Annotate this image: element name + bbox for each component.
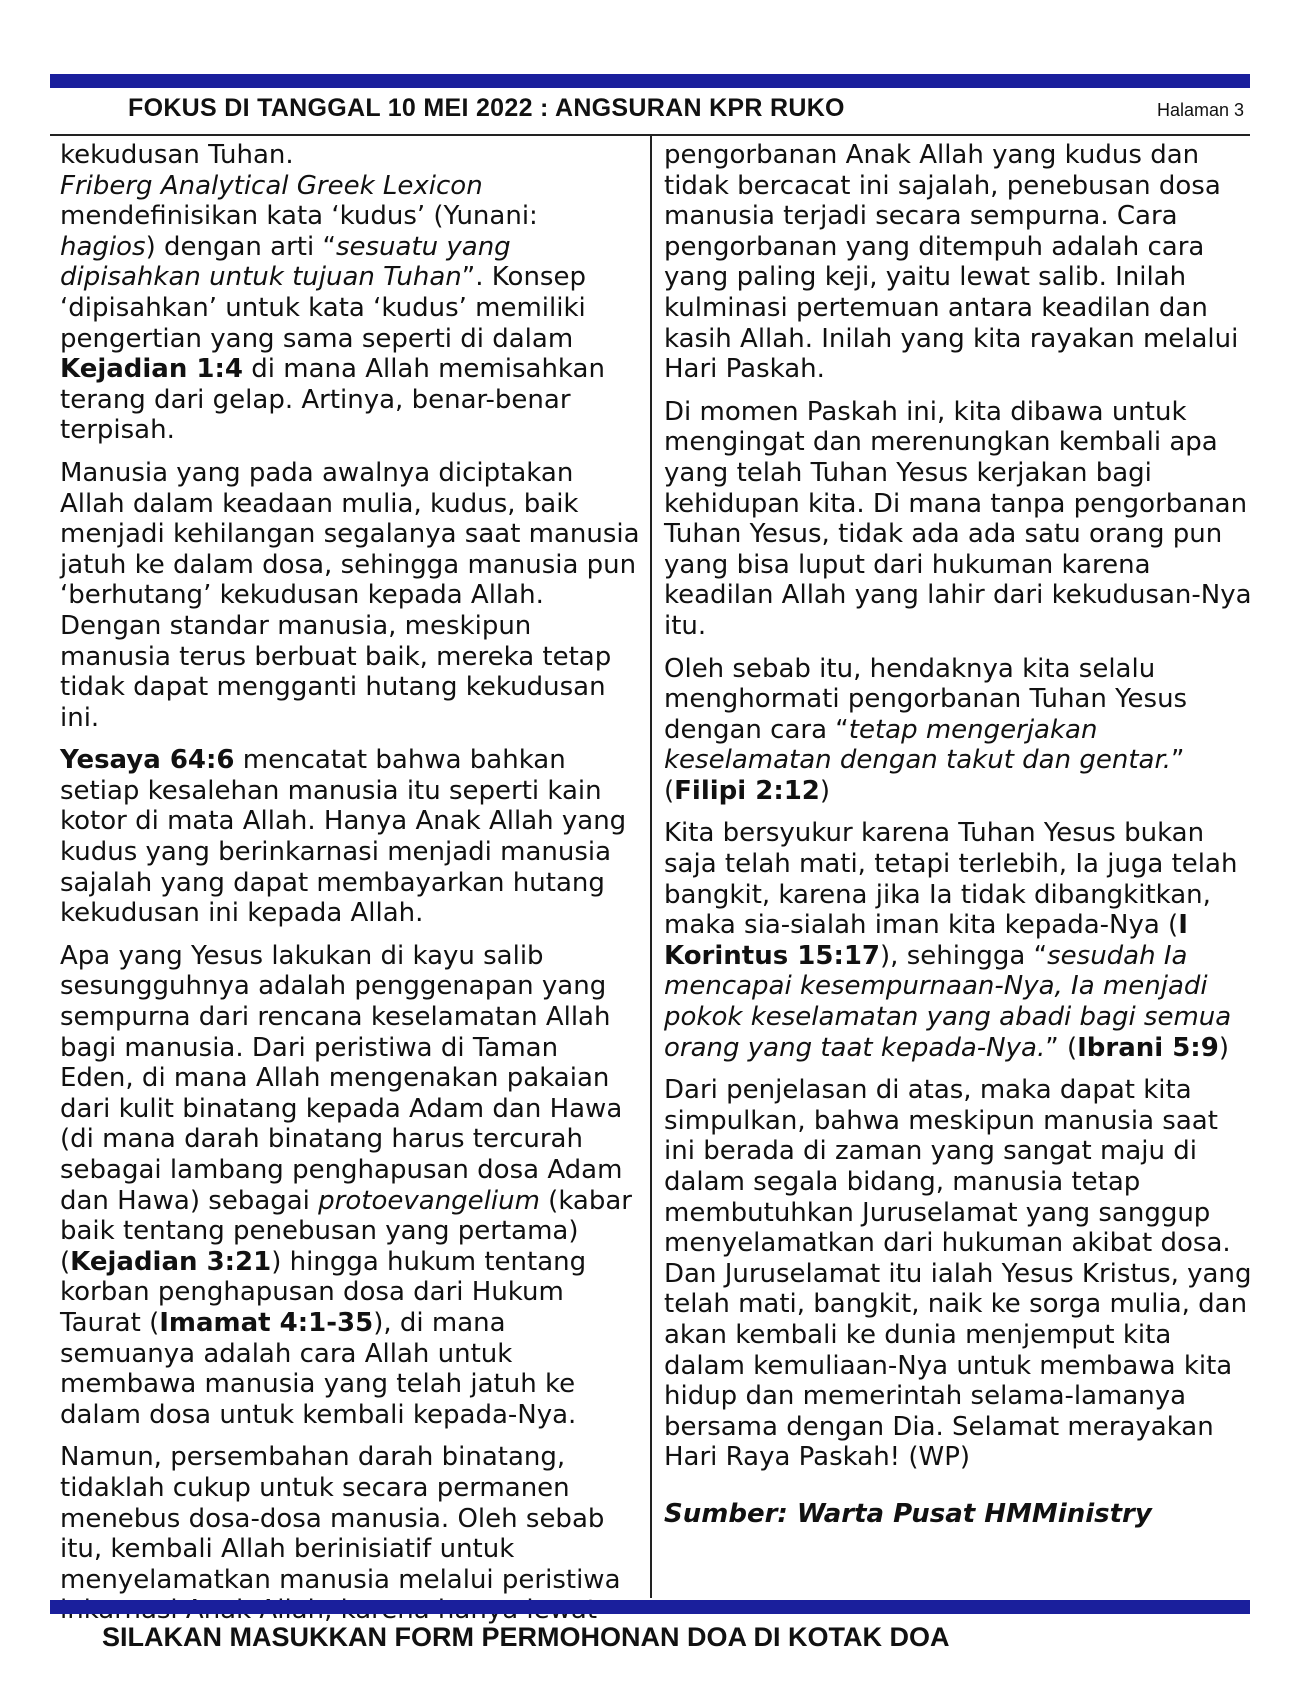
paragraph <box>664 654 1254 807</box>
top-bar <box>50 74 1250 88</box>
text: ) dengan arti “ <box>145 231 336 262</box>
text: ”. Konsep ‘dipisahkan’ untuk kata ‘kudus’ memiliki pengertian yang sama seperti di dalam <box>60 262 586 354</box>
source-credit: Sumber: Warta Pusat HMMinistry <box>664 1498 1152 1529</box>
text: Kita bersyukur karena Tuhan Yesus bukan saja telah mati, tetapi terlebih, Ia juga telah bangkit, karena jika Ia tidak dibangkitkan, maka sia-sialah iman kita kepada-Nya ( <box>664 818 1238 941</box>
text: mendefinisikan kata ‘kudus’ (Yunani: <box>60 201 538 232</box>
paragraph <box>664 818 1254 1063</box>
italic-text: protoevangelium <box>318 1185 540 1216</box>
bible-reference: Ibrani 5:9 <box>1077 1032 1219 1063</box>
text: ), sehingga “ <box>880 940 1048 971</box>
text: Apa yang Yesus lakukan di kayu salib sesungguhnya adalah penggenapan yang sempurna dari rencana keselamatan Allah bagi manusia. Dari peristiwa di Taman Eden, di mana Allah mengenakan pakaian dari kulit binatang kepada Adam dan Hawa (di mana darah binatang harus tercurah sebagai lambang penghapusan dosa Adam dan Hawa) sebagai <box>60 940 623 1216</box>
page-header <box>50 94 1250 132</box>
column-divider <box>650 136 652 1598</box>
text: ) <box>819 775 831 806</box>
italic-text: tetap mengerjakan keselamatan dengan takut dan gentar. <box>664 714 1172 776</box>
text: ” ( <box>1045 1032 1078 1063</box>
paragraph: Di momen Paskah ini, kita dibawa untuk mengingat dan merenungkan kembali apa yang telah Tuhan Yesus kerjakan bagi kehidupan kita. Di mana tanpa pengorbanan Tuhan Yesus, tidak ada ada satu orang pun yang bisa luput dari hukuman karena keadilan Allah yang lahir dari kekudusan-Nya itu. <box>664 396 1252 641</box>
paragraph <box>60 745 640 929</box>
left-column <box>60 140 640 1638</box>
text: di mana Allah memisahkan terang dari gelap. Artinya, benar-benar terpisah. <box>60 354 605 446</box>
paragraph <box>60 171 640 446</box>
bible-reference: Filipi 2:12 <box>674 775 820 806</box>
paragraph: Manusia yang pada awalnya diciptakan Allah dalam keadaan mulia, kudus, baik menjadi kehilangan segalanya saat manusia jatuh ke dalam dosa, sehingga manusia pun ‘berhutang’ kekudusan kepada Allah. Dengan standar manusia, meskipun manusia terus berbuat baik, mereka tetap tidak dapat mengganti hutang kekudusan ini. <box>60 457 640 733</box>
paragraph: Namun, persembahan darah binatang, tidaklah cukup untuk secara permanen menebus dosa-dosa manusia. Oleh sebab itu, kembali Allah berinisiatif untuk menyelamatkan manusia melalui peristiwa <box>60 1442 621 1595</box>
page-number: Halaman 3 <box>1156 100 1244 120</box>
italic-text: hagios <box>60 231 146 262</box>
paragraph: pengorbanan Anak Allah yang kudus dan tidak bercacat ini sajalah, penebusan dosa manusia terjadi secara sempurna. Cara pengorbanan yang ditempuh adalah cara yang paling keji, yaitu lewat salib. Inilah kulminasi pertemuan antara keadilan dan kasih Allah. Inilah yang kita rayakan melalui Hari Paskah. <box>664 140 1239 385</box>
text: ), di mana semuanya adalah cara Allah untuk membawa manusia yang telah jatuh ke dalam dosa untuk kembali kepada-Nya. <box>60 1307 577 1430</box>
paragraph <box>60 941 640 1431</box>
bible-reference: I Korintus 15:17 <box>664 910 1188 971</box>
italic-text: sesudah Ia mencapai kesempurnaan-Nya, Ia menjadi pokok keselamatan yang abadi bagi semua orang yang taat kepada-Nya. <box>664 940 1232 1063</box>
footer-notice: SILAKAN MASUKKAN FORM PERMOHONAN DOA DI KOTAK DOA <box>102 1622 950 1652</box>
paragraph: kekudusan Tuhan. <box>60 140 294 170</box>
text: ) hingga hukum tentang korban penghapusan dosa dari Hukum Taurat ( <box>60 1246 587 1338</box>
bible-reference: Imamat 4:1-35 <box>159 1307 374 1338</box>
bible-reference: Kejadian 1:4 <box>60 354 243 385</box>
page-title: FOKUS DI TANGGAL 10 MEI 2022 : ANGSURAN KPR RUKO <box>128 94 845 122</box>
text: ” ( <box>664 745 1185 806</box>
italic-text: Friberg Analytical Greek Lexicon <box>60 170 483 201</box>
text: (kabar baik tentang penebusan yang pertama) ( <box>60 1185 632 1277</box>
text: Oleh sebab itu, hendaknya kita selalu menghormati pengorbanan Tuhan Yesus dengan cara “ <box>664 653 1188 745</box>
paragraph: Dari penjelasan di atas, maka dapat kita simpulkan, bahwa meskipun manusia saat ini berada di zaman yang sangat maju di dalam segala bidang, manusia tetap membutuhkan Juruselamat yang sanggup menyelamatkan dari hukuman akibat dosa. Dan Juruselamat itu ialah Yesus Kristus, yang telah mati, bangkit, naik ke sorga mulia, dan akan kembali ke dunia menjemput kita dalam kemuliaan-Nya untuk membawa kita hidup dan memerintah selama-lamanya bersama dengan Dia. Selamat merayakan Hari Raya Paskah! (WP) <box>664 1075 1252 1473</box>
bible-reference: Yesaya 64:6 <box>60 745 235 776</box>
text: mencatat bahwa bahkan setiap kesalehan manusia itu seperti kain kotor di mata Allah. Hanya Anak Allah yang kudus yang berinkarnasi menjadi manusia sajalah yang dapat membayarkan hutang kekudusan ini kepada Allah. <box>60 745 627 929</box>
right-column <box>664 140 1254 1542</box>
text: ) <box>1218 1032 1229 1063</box>
bottom-bar <box>50 1600 1250 1614</box>
italic-text: sesuatu yang dipisahkan untuk tujuan Tuhan <box>60 231 511 293</box>
bible-reference: Kejadian 3:21 <box>70 1246 272 1277</box>
